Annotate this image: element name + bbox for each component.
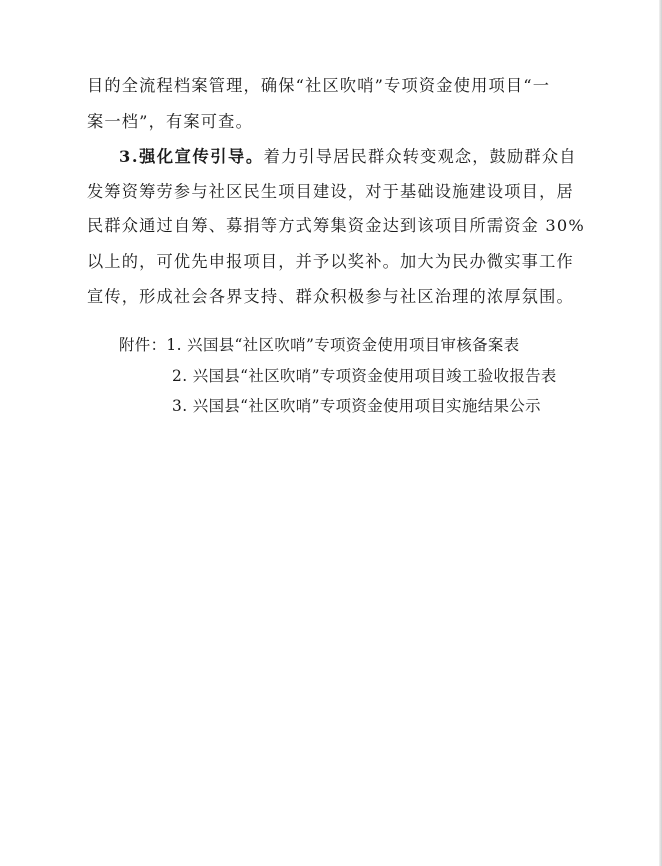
attachment-label: 附件： <box>119 336 167 354</box>
paragraph-line: 发筹资筹劳参与社区民生项目建设，对于基础设施建设项目，居 <box>87 182 574 201</box>
attachment-line-1 <box>119 335 520 355</box>
paragraph-line: 目的全流程档案管理，确保“社区吹哨”专项资金使用项目“一 <box>87 76 551 95</box>
attachment-item: 2. 兴国县“社区吹哨”专项资金使用项目竣工验收报告表 <box>172 367 557 385</box>
paragraph-line: 案一档”，有案可查。 <box>87 112 253 131</box>
paragraph-line: 宣传，形成社会各界支持、群众积极参与社区治理的浓厚氛围。 <box>87 287 574 306</box>
section-3-first-line-text: 着力引导居民群众转变观念，鼓励群众自 <box>263 147 577 166</box>
paragraph-line: 以上的，可优先申报项目，并予以奖补。加大为民办微实事工作 <box>87 252 574 271</box>
paragraph-line: 民群众通过自筹、募捐等方式筹集资金达到该项目所需资金 30% <box>87 216 585 235</box>
attachment-item: 3. 兴国县“社区吹哨”专项资金使用项目实施结果公示 <box>172 397 541 415</box>
section-3-heading: 3.强化宣传引导。 <box>119 147 264 166</box>
attachment-item: 1. 兴国县“社区吹哨”专项资金使用项目审核备案表 <box>166 336 520 354</box>
section-3-first-line <box>119 147 577 167</box>
